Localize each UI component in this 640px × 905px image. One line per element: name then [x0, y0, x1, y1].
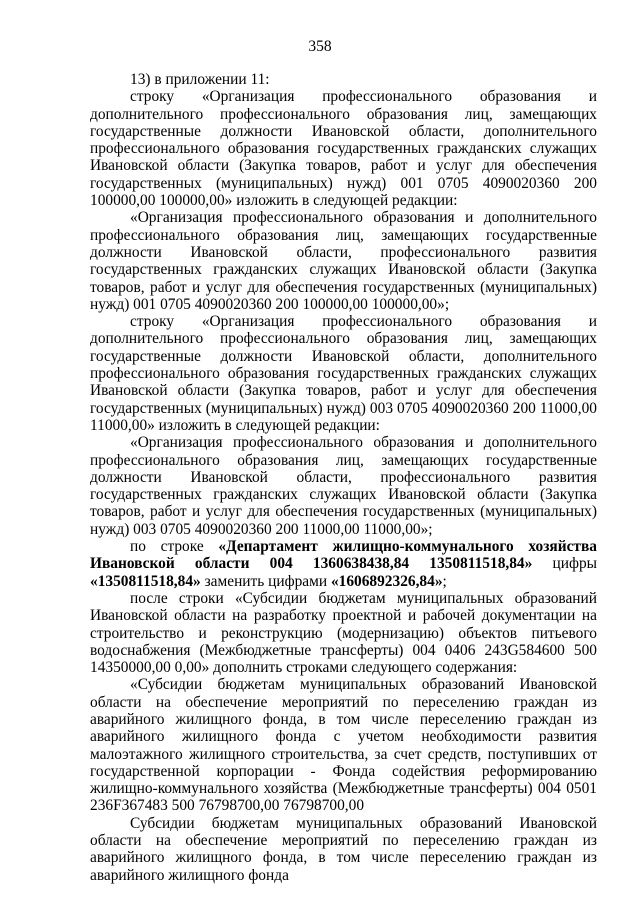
- dept-prefix: по строке: [130, 538, 219, 556]
- dept-bold-line: «Департамент жилищно-коммунального хозяйства Ивановской области 004 1360638438,84 1350811518,84»: [90, 538, 597, 573]
- paragraph-row-2-new: «Организация профессионального образования и дополнительного профессионального образования лиц, замещающих государственные должности Ивановской области, профессионального развития государственных гражданских служащих Ивановской области (Закупка товаров, работ и услуг для обеспечения государственных (муниципальных) нужд) 003 0705 4090020360 200 11000,00 11000,00»;: [90, 434, 597, 538]
- dept-new-value: «1606892326,84»: [330, 572, 443, 590]
- paragraph-department-change: [90, 538, 597, 590]
- dept-suffix: ;: [442, 572, 447, 590]
- paragraph-row-2-old: строку «Организация профессионального образования и дополнительного профессионального образования лиц, замещающих государственные должности Ивановской области, дополнительного профессионального образования государственных гражданских служащих Ивановской области (Закупка товаров, работ и услуг для обеспечения государственных (муниципальных) нужд) 003 0705 4090020360 200 11000,00 11000,00» изложить в следующей редакции:: [90, 313, 597, 434]
- paragraph-row-1-old: строку «Организация профессионального образования и дополнительного профессионального образования лиц, замещающих государственные должности Ивановской области, дополнительного профессионального образования государственных гражданских служащих Ивановской области (Закупка товаров, работ и услуг для обеспечения государственных (муниципальных) нужд) 001 0705 4090020360 200 100000,00 100000,00» изложить в следующей редакции:: [90, 88, 597, 210]
- dept-replace-text: заменить цифрами: [200, 572, 331, 590]
- paragraph-new-row-2: Субсидии бюджетам муниципальных образований Ивановской области на обеспечение мероприятий по переселению граждан из аварийного жилищного фонда, в том числе переселению граждан из аварийного жилищного фонда: [90, 814, 597, 884]
- paragraph-after-row: после строки «Субсидии бюджетам муниципальных образований Ивановской области на разработку проектной и рабочей документации на строительство и реконструкцию (модернизацию) объектов питьевого водоснабжения (Межбюджетные трансферты) 004 0406 243G584600 500 14350000,00 0,00» дополнить строками следующего содержания:: [90, 589, 597, 677]
- dept-old-value: «1350811518,84»: [90, 572, 201, 590]
- dept-middle: цифры: [532, 555, 597, 573]
- paragraph-item-13: 13) в приложении 11:: [130, 71, 270, 88]
- page-number: 358: [308, 38, 332, 55]
- document-body: [90, 71, 597, 884]
- paragraph-row-1-new: «Организация профессионального образования и дополнительного профессионального образования лиц, замещающих государственные должности Ивановской области, профессионального развития государственных гражданских служащих Ивановской области (Закупка товаров, работ и услуг для обеспечения государственных (муниципальных) нужд) 001 0705 4090020360 200 100000,00 100000,00»;: [90, 209, 597, 313]
- paragraph-new-row-1: «Субсидии бюджетам муниципальных образований Ивановской области на обеспечение мероприятий по переселению граждан из аварийного жилищного фонда, в том числе переселению граждан из аварийного жилищного фонда с учетом необходимости развития малоэтажного жилищного строительства, за счет средств, поступивших от государственной корпорации - Фонда содействия реформированию жилищно-коммунального хозяйства (Межбюджетные трансферты) 004 0501 236F367483 500 76798700,00 76798700,00: [90, 676, 597, 815]
